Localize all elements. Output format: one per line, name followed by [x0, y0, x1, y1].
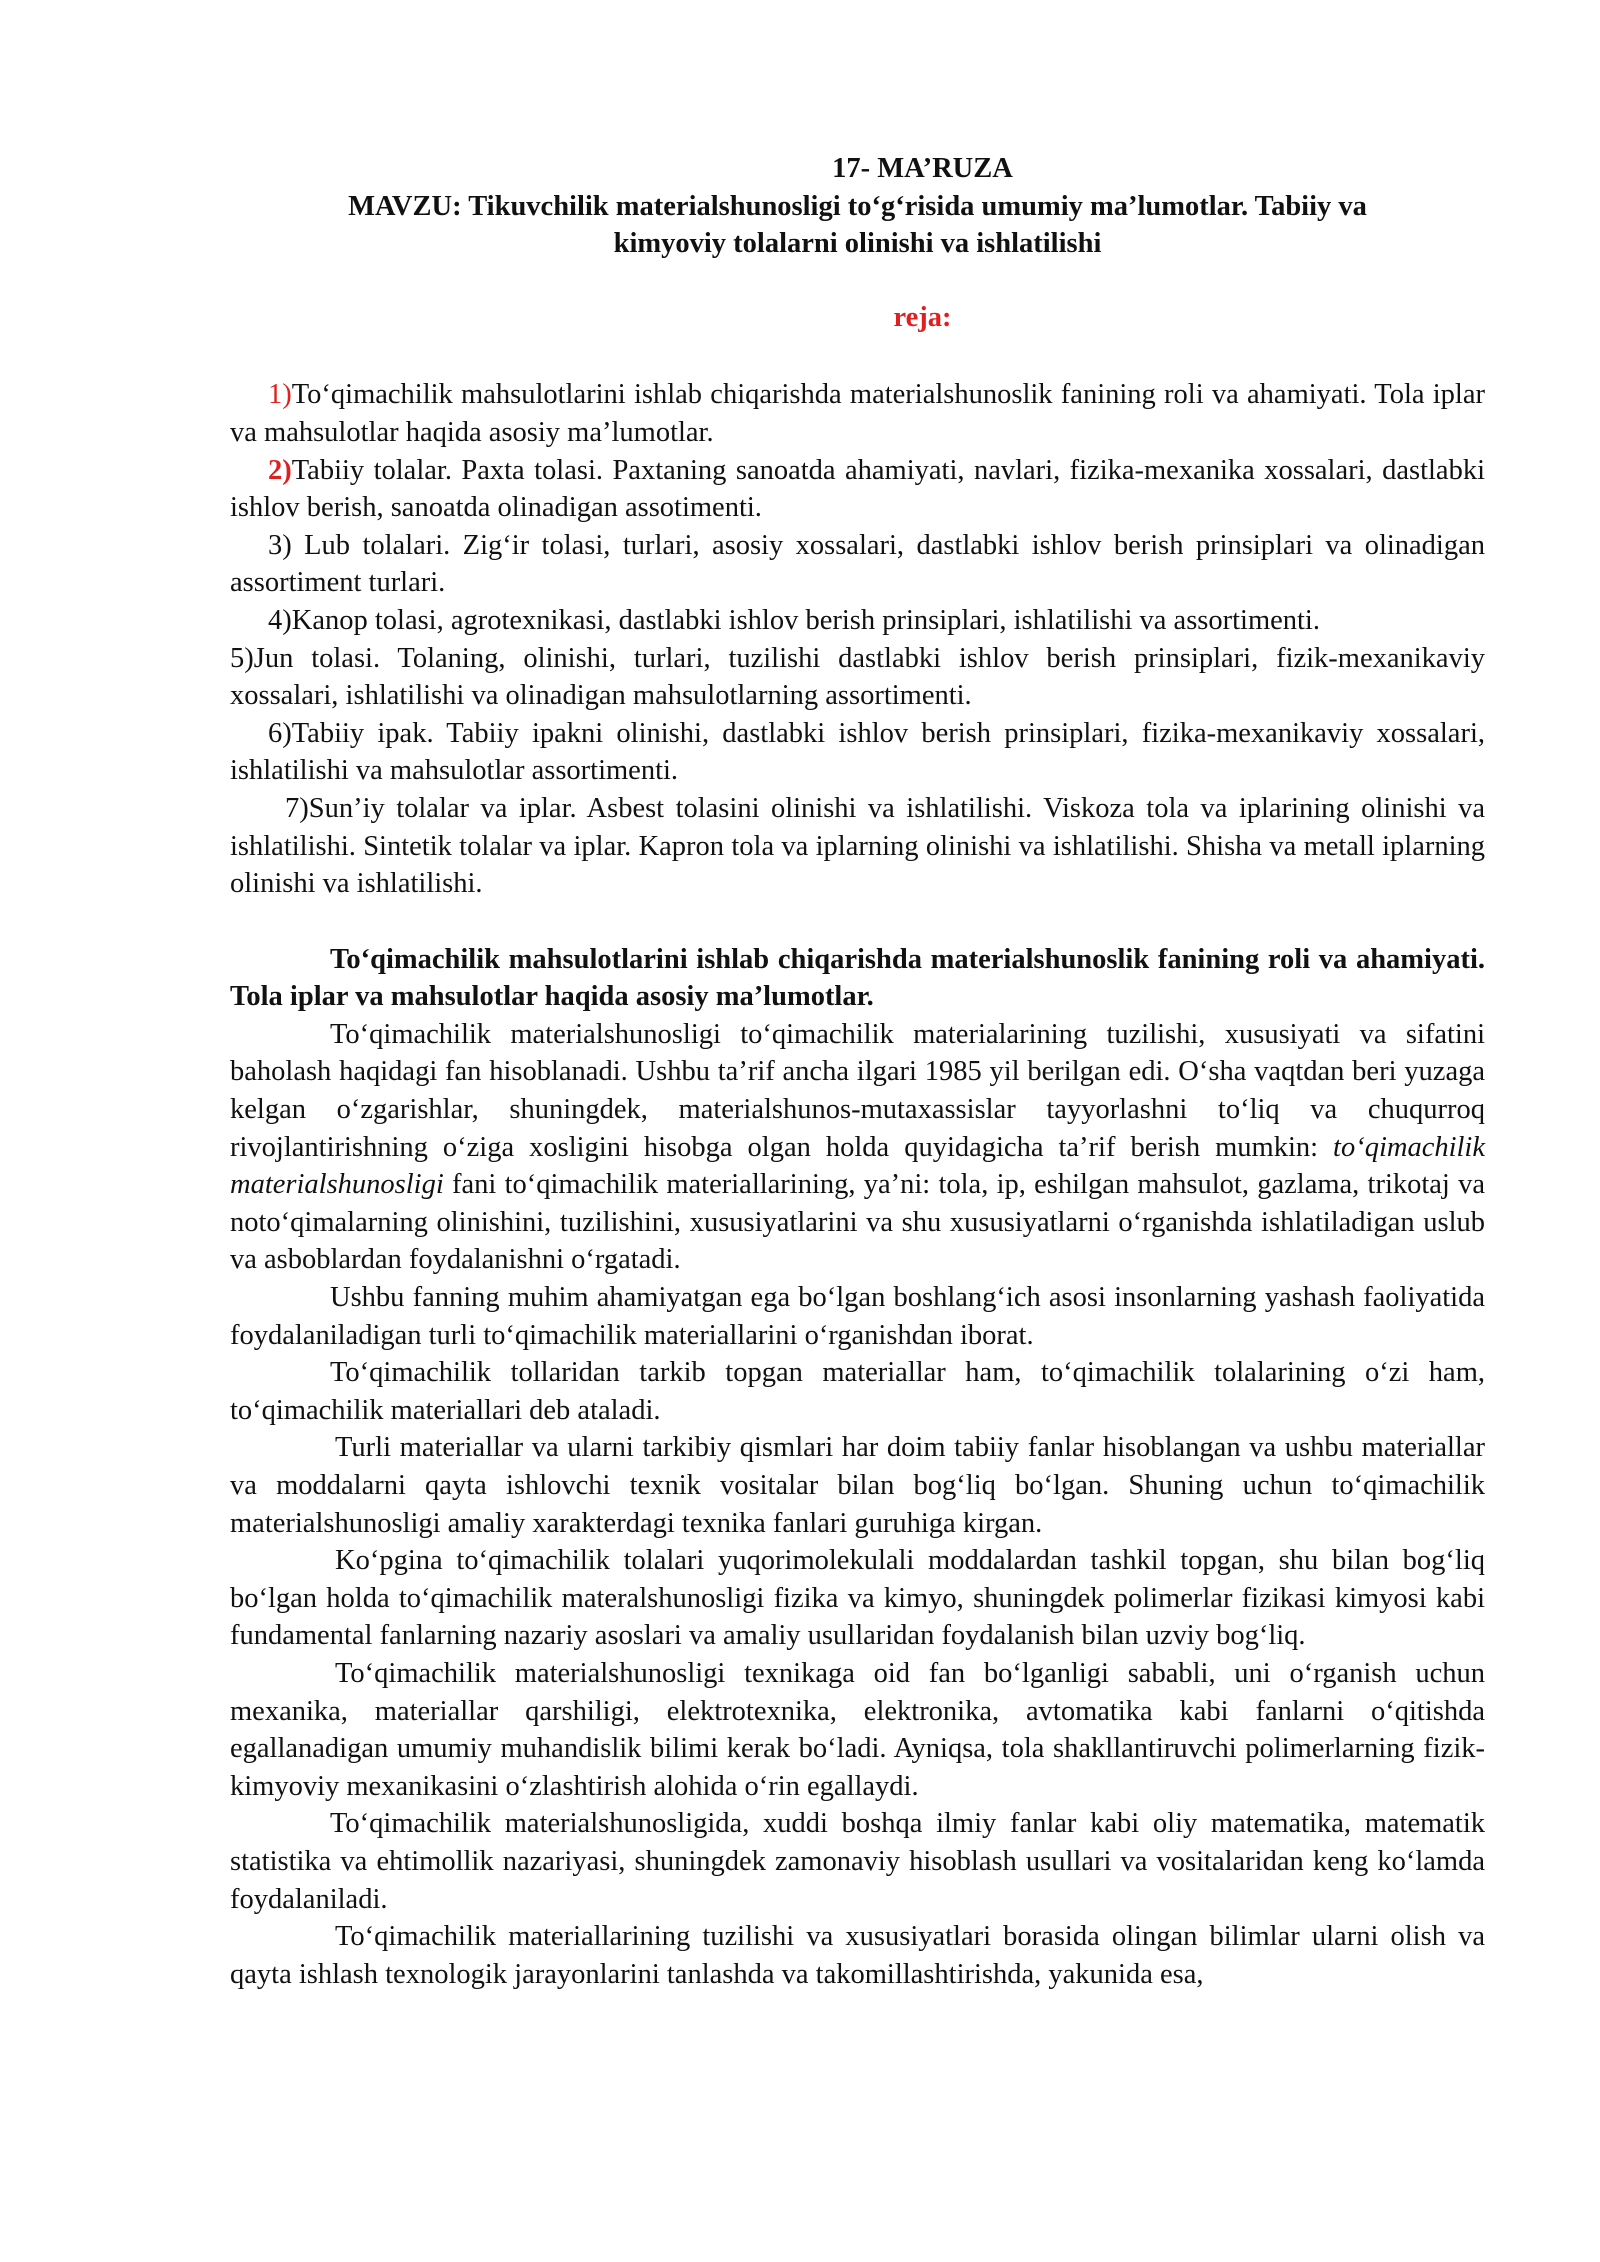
plan-item-text: Jun tolasi. Tolaning, olinishi, turlari, tuzilishi dastlabki ishlov berish prinsiplari, fizik-mexanikaviy xossalari, ishlatilishi va olinadigan mahsulotlarning assortimenti. — [230, 642, 1485, 712]
plan-item-text: Lub tolalari. Zig‘ir tolasi, turlari, asosiy xossalari, dastlabki ishlov berish prinsiplari va olinadigan assortiment turlari. — [230, 529, 1485, 599]
plan-item-text: Tabiiy ipak. Tabiiy ipakni olinishi, dastlabki ishlov berish prinsiplari, fizika-mexanikaviy xossalari, ishlatilishi va mahsulotlar assortimenti. — [230, 717, 1485, 787]
body-paragraph: To‘qimachilik materialshunosligi texnikaga oid fan bo‘lganligi sababli, uni o‘rganish uchun mexanika, materiallar qarshiligi, elektrotexnika, elektronika, avtomatika kabi fanlarni o‘qitishda egallanadigan umumiy muhandislik bilimi kerak bo‘ladi. Ayniqsa, tola shakllantiruvchi polimerlarning fizik-kimyoviy mexanikasini o‘zlashtirish alohida o‘rin egallaydi. — [230, 1657, 1485, 1802]
plan-item-number: 1) — [268, 379, 292, 411]
plan-item-number: 7) — [285, 792, 309, 824]
body-paragraph: Ushbu fanning muhim ahamiyatgan ega bo‘lgan boshlang‘ich asosi insonlarning yashash faoliyatida foydalaniladigan turli to‘qimachilik materiallarini o‘rganishdan iborat. — [230, 1282, 1485, 1351]
plan-item-text: Sun’iy tolalar va iplar. Asbest tolasini olinishi va ishlatilishi. Viskoza tola va iplarining olinishi va ishlatilishi. Sintetik tolalar va iplar. Kapron tola va iplarning olinishi va ishlatilishi. Shisha va metall iplarning olinishi va ishlatilishi. — [230, 792, 1485, 900]
plan-item-number: 4) — [268, 604, 292, 636]
plan-item-number: 2) — [268, 454, 292, 486]
plan-item-7 — [230, 790, 1485, 903]
topic-line-1: MAVZU: Tikuvchilik materialshunosligi to‘g‘risida umumiy ma’lumotlar. Tabiiy va — [348, 190, 1367, 222]
body-paragraph: Turli materiallar va ularni tarkibiy qismlari har doim tabiiy fanlar hisoblangan va ushbu materiallar va moddalarni qayta ishlovchi texnik vositalar bilan bog‘liq bo‘lgan. Shuning uchun to‘qimachilik materialshunosligi amaliy xarakterdagi texnika fanlari guruhiga kirgan. — [230, 1432, 1485, 1539]
plan-list — [230, 376, 1485, 902]
plan-item-text: Tabiiy tolalar. Paxta tolasi. Paxtaning sanoatda ahamiyati, navlari, fizika-mexanika xossalari, dastlabki ishlov berish, sanoatda olinadigan assotimenti. — [230, 454, 1485, 524]
topic-line-2: kimyoviy tolalarni olinishi va ishlatilishi — [613, 228, 1102, 260]
plan-item-5 — [230, 640, 1485, 715]
paragraph-text: fani to‘qimachilik materiallarining, ya’ni: tola, ip, eshilgan mahsulot, gazlama, trikotaj va noto‘qimalarning olinishini, tuzilishini, xususiyatlarini va shu xususiyatlarni o‘rganishda ishlatiladigan uslub va asboblardan foydalanishni o‘rgatadi. — [230, 1169, 1485, 1276]
plan-item-text: To‘qimachilik mahsulotlarini ishlab chiqarishda materialshunoslik fanining roli va ahamiyati. Tola iplar va mahsulotlar haqida asosiy ma’lumotlar. — [230, 379, 1485, 448]
plan-item-number: 5) — [230, 642, 254, 674]
body-paragraph — [230, 1016, 1485, 1279]
term-italic: to‘qimachilik materialshunosligi — [230, 1131, 1485, 1201]
plan-item-6 — [230, 715, 1485, 790]
body-paragraph: Ko‘pgina to‘qimachilik tolalari yuqorimolekulali moddalardan tashkil topgan, shu bilan bog‘liq bo‘lgan holda to‘qimachilik materalshunosligi fizika va kimyo, shuningdek polimerlar fizikasi kimyosi kabi fundamental fanlarning nazariy asoslari va amaliy usullaridan foydalanish bilan uzviy bog‘liq. — [230, 1545, 1485, 1652]
body-paragraph: To‘qimachilik tollaridan tarkib topgan materiallar ham, to‘qimachilik tolalarining o‘zi ham, to‘qimachilik materiallari deb ataladi. — [230, 1357, 1485, 1426]
plan-item-number: 6) — [268, 717, 292, 749]
body-paragraph: To‘qimachilik materiallarining tuzilishi va xususiyatlari borasida olingan bilimlar ularni olish va qayta ishlash texnologik jarayonlarini tanlashda va takomillashtirishda, yakunida esa, — [230, 1921, 1485, 1990]
section-body — [230, 1016, 1485, 1993]
plan-item-2 — [230, 452, 1485, 527]
plan-label: reja: — [893, 301, 952, 333]
plan-item-number: 3) — [268, 529, 292, 561]
section-heading: To‘qimachilik mahsulotlarini ishlab chiqarishda materialshunoslik fanining roli va ahamiyati. Tola iplar va mahsulotlar haqida asosiy ma’lumotlar. — [230, 943, 1485, 1013]
lecture-number: 17- MA’RUZA — [832, 153, 1013, 184]
plan-item-4 — [230, 602, 1485, 640]
document-page — [230, 150, 1485, 1993]
plan-item-text: Kanop tolasi, agrotexnikasi, dastlabki ishlov berish prinsiplari, ishlatilishi va assortimenti. — [291, 604, 1320, 636]
paragraph-text: To‘qimachilik materialshunosligi to‘qimachilik materialarining tuzilishi, xususiyati va sifatini baholash haqidagi fan hisoblanadi. Ushbu ta’rif ancha ilgari 1985 yil berilgan edi. O‘sha vaqtdan beri yuzaga kelgan o‘zgarishlar, shuningdek, materialshunos-mutaxassislar tayyorlashni to‘liq va chuqurroq rivojlantirishning o‘ziga xosligini hisobga olgan holda quyidagicha ta’rif berish mumkin: — [230, 1018, 1485, 1163]
plan-item-3 — [230, 527, 1485, 602]
plan-item-1 — [230, 376, 1485, 451]
body-paragraph: To‘qimachilik materialshunosligida, xuddi boshqa ilmiy fanlar kabi oliy matematika, matematik statistika va ehtimollik nazariyasi, shuningdek zamonaviy hisoblash usullari va vositalaridan keng ko‘lamda foydalaniladi. — [230, 1808, 1485, 1915]
